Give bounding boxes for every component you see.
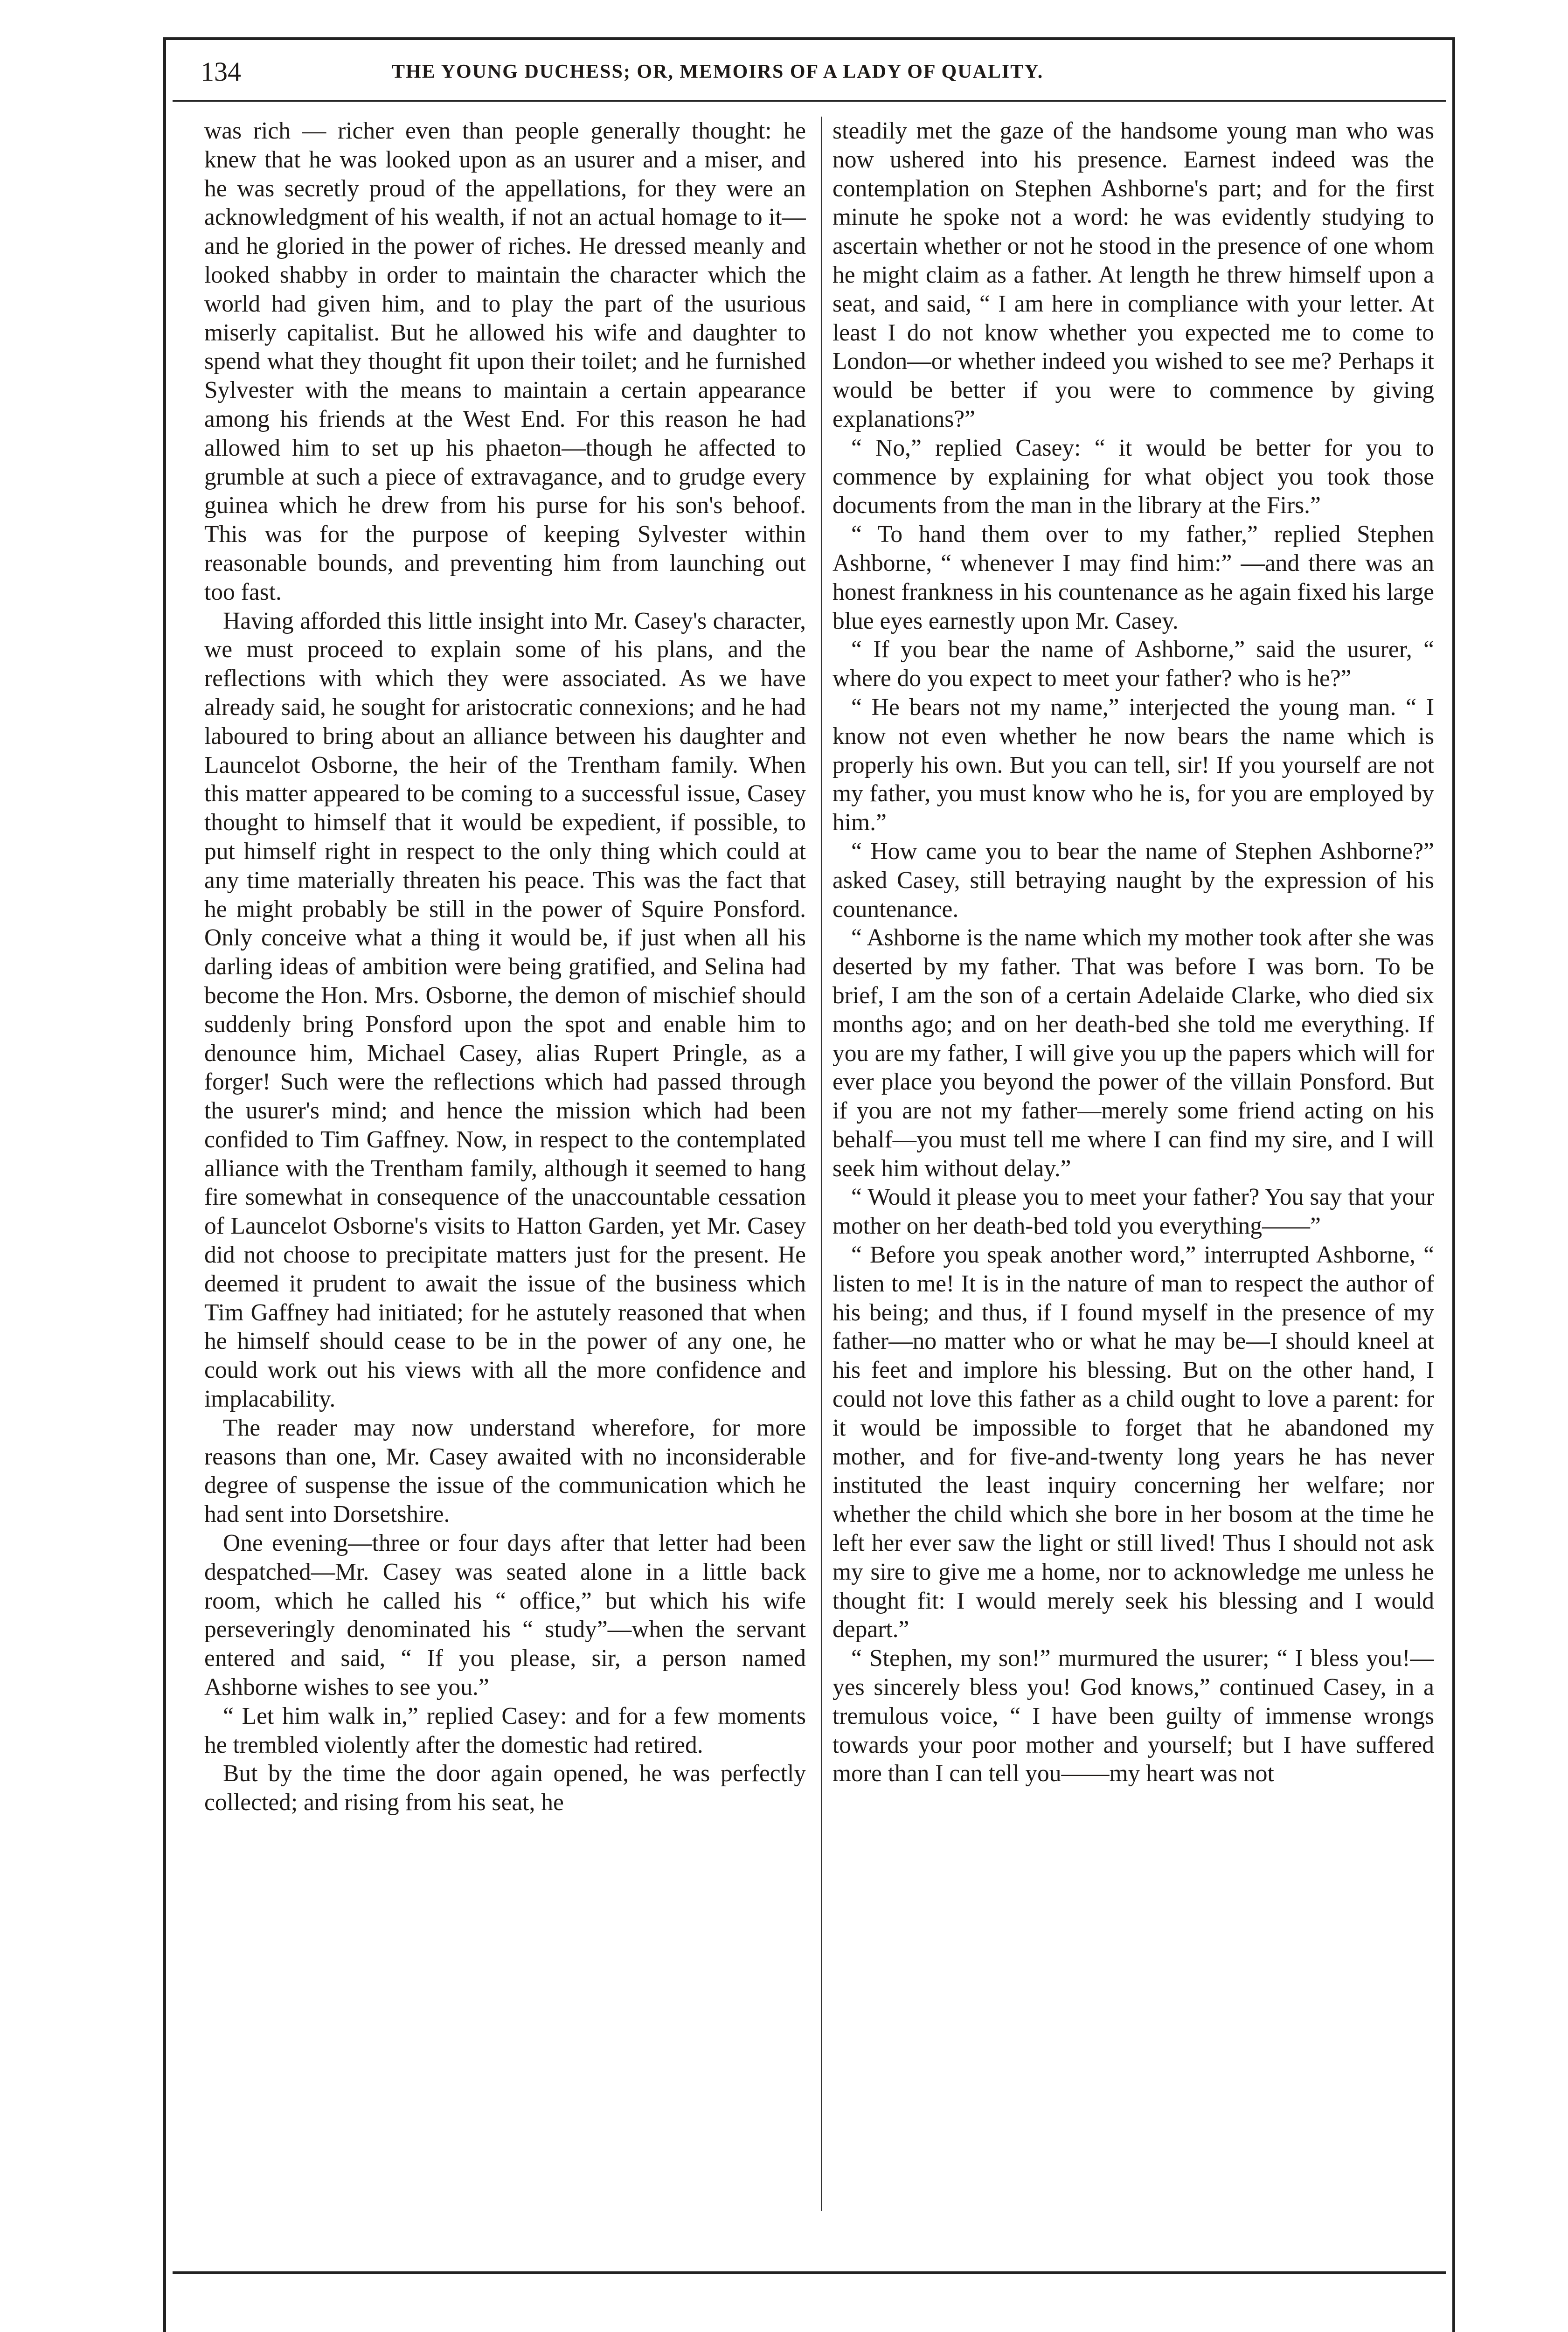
paragraph: “ Stephen, my son!” murmured the usurer; “ I bless you!—yes sincerely bless you! God knows,” continued Casey, in a tremulous voice, “ I have been guilty of immense wrongs towards your poor mother and yourself; but I have suffered more than I can tell you——my heart was not [833, 1645, 1434, 1787]
paragraph: “ He bears not my name,” interjected the young man. “ I know not even whether he now bears the name which is properly his own. But you can tell, sir! If you yourself are not my father, you must know who he is, for you are employed by him.” [833, 694, 1434, 836]
paragraph: was rich — richer even than people generally thought: he knew that he was looked upon as an usurer and a miser, and he was secretly proud of the appellations, for they were an acknowledgment of his wealth, if not an actual homage to it—and he gloried in the power of riches. He dressed meanly and looked shabby in order to maintain the character which the world had given him, and to play the part of the usurious miserly capitalist. But he allowed his wife and daughter to spend what they thought fit upon their toilet; and he furnished Sylvester with the means to maintain a certain appearance among his friends at the West End. For this reason he had allowed him to set up his phaeton—though he affected to grumble at such a piece of extravagance, and to grudge every guinea which he drew from his purse for his son's behoof. This was for the purpose of keeping Sylvester within reasonable bounds, and preventing him from launching out too fast. [204, 118, 806, 605]
header-rule [173, 100, 1446, 102]
page-number: 134 [201, 56, 241, 87]
paragraph: “ Before you speak another word,” interrupted Ashborne, “ listen to me! It is in the nature of man to respect the author of his being; and thus, if I found myself in the presence of my father—no matter who or what he may be—I should kneel at his feet and implore his blessing. But on the other hand, I could not love this father as a child ought to love a parent: for it would be impossible to forget that he abandoned my mother, and for five-and-twenty long years he has never instituted the least inquiry concerning her welfare; nor whether the child which she bore in her bosom at the time he left her ever saw the light or still lived! Thus I should not ask my sire to give me a home, nor to acknowledge me unless he thought fit: I would merely seek his blessing and I would depart.” [833, 1242, 1434, 1643]
paragraph: The reader may now understand wherefore, for more reasons than one, Mr. Casey awaited with no inconsiderable degree of suspense the issue of the communication which he had sent into Dorsetshire. [204, 1414, 806, 1528]
page-header [173, 51, 1446, 98]
paragraph: Having afforded this little insight into Mr. Casey's character, we must proceed to explain some of his plans, and the reflections with which they were associated. As we have already said, he sought for aristocratic connexions; and he had laboured to bring about an alliance between his daughter and Launcelot Osborne, the heir of the Trentham family. When this matter appeared to be coming to a successful issue, Casey thought to himself that it would be expedient, if possible, to put himself right in respect to the only thing which could at any time materially threaten his peace. This was the fact that he might probably be still in the power of Squire Ponsford. Only conceive what a thing it would be, if just when all his darling ideas of ambition were being gratified, and Selina had become the Hon. Mrs. Osborne, the demon of mischief should suddenly bring Ponsford upon the spot and enable him to denounce him, Michael Casey, alias Rupert Pringle, as a forger! Such were the reflections which had passed through the usurer's mind; and hence the mission which had been confided to Tim Gaffney. Now, in respect to the contemplated alliance with the Trentham family, although it seemed to hang fire somewhat in consequence of the unaccountable cessation of Launcelot Osborne's visits to Hatton Garden, yet Mr. Casey did not choose to precipitate matters just for the present. He deemed it prudent to await the issue of the business which Tim Gaffney had initiated; for he astutely reasoned that when he himself should cease to be in the power of any one, he could work out his views with all the more confidence and implacability. [204, 607, 806, 1413]
paragraph: “ No,” replied Casey: “ it would be better for you to commence by explaining for what object you took those documents from the man in the library at the Firs.” [833, 434, 1434, 519]
left-column [204, 117, 806, 2211]
paragraph: steadily met the gaze of the handsome young man who was now ushered into his presence. Earnest indeed was the contemplation on Stephen Ashborne's part; and for the first minute he spoke not a word: he was evidently studying to ascertain whether or not he stood in the presence of one whom he might claim as a father. At length he threw himself upon a seat, and said, “ I am here in compliance with your letter. At least I do not know whether you expected me to come to London—or whether indeed you wished to see me? Perhaps it would be better if you were to commence by giving explanations?” [833, 118, 1434, 432]
column-divider [821, 117, 822, 2211]
paragraph: “ If you bear the name of Ashborne,” said the usurer, “ where do you expect to meet your father? who is he?” [833, 636, 1434, 692]
paragraph: “ How came you to bear the name of Stephen Ashborne?” asked Casey, still betraying naught by the expression of his countenance. [833, 838, 1434, 923]
paragraph: “ Ashborne is the name which my mother took after she was deserted by my father. That was before I was born. To be brief, I am the son of a certain Adelaide Clarke, who died six months ago; and on her death-bed she told me everything. If you are my father, I will give you up the papers which will for ever place you beyond the power of the villain Ponsford. But if you are not my father—merely some friend acting on his behalf—you must tell me where I can find my sire, and I will seek him without delay.” [833, 924, 1434, 1182]
paragraph: “ Would it please you to meet your father? You say that your mother on her death-bed told you everything——” [833, 1184, 1434, 1240]
paragraph: One evening—three or four days after that letter had been despatched—Mr. Casey was seated alone in a little back room, which he called his “ office,” but which his wife perseveringly denominated his “ study”—when the servant entered and said, “ If you please, sir, a person named Ashborne wishes to see you.” [204, 1530, 806, 1701]
paragraph: But by the time the door again opened, he was perfectly collected; and rising from his seat, he [204, 1760, 806, 1816]
bottom-rule [173, 2271, 1446, 2274]
paragraph: “ Let him walk in,” replied Casey: and for a few moments he trembled violently after the domestic had retired. [204, 1702, 806, 1758]
right-column [833, 117, 1434, 2211]
running-title: THE YOUNG DUCHESS; OR, MEMOIRS OF A LADY OF QUALITY. [392, 61, 1044, 83]
paragraph: “ To hand them over to my father,” replied Stephen Ashborne, “ whenever I may find him:” —and there was an honest frankness in his countenance as he again fixed his large blue eyes earnestly upon Mr. Casey. [833, 521, 1434, 634]
